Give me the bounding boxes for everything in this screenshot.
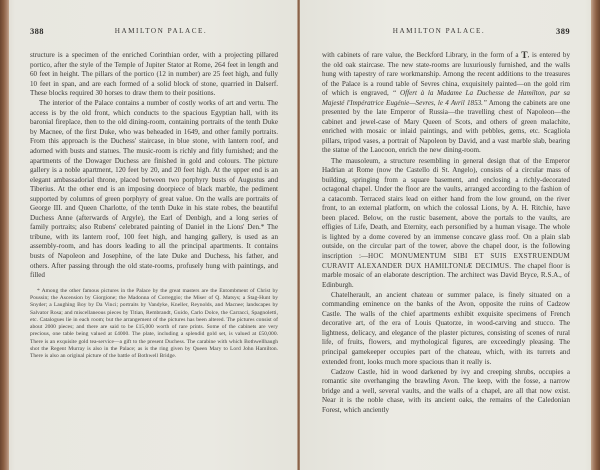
binding-edge-right xyxy=(591,0,600,470)
paragraph-mausoleum-part1: The mausoleum, a structure resembling in general design that of the Emperor Hadrian at Rome (now the Castello di St. Angelo), consists of a circular mass of building, springing from a square basement, and enclosing a richly-decorated octagonal chapel. Under the floor are the vaults, arranged according to the fashion of a catacomb. Terraced stairs lead on either hand from the low ground, on the river front, to an external platform, on which the colossal Lions, by A. H. Ritchie, have been placed. Below, on the rustic basement, above the portals to the vaults, are effigies of Life, Death, and Eternity, each personified by a human visage. The whole is lighted by a dome covered by an immense concave glass roof. On a plain slab outside, on the circular part of the tower, above the chapel door, is the following inscription :— xyxy=(322,156,570,260)
paragraph-mausoleum-part2: The chapel floor is marble mosaic of an elaborate description. The architect was David Bryce, R.S.A., of Edinburgh. xyxy=(322,261,570,289)
paragraph-structure: structure is a specimen of the enriched Corinthian order, with a projecting pillared portico, after the style of the Temple of Jupiter Stator at Rome, 264 feet in length and 60 feet in height. The pillars of the portico (12 in number) are 25 feet high, and fully 10 feet in span, and are each formed of a solid block of stone, quarried in Dalserf. These blocks required 30 horses to draw them to their positions. xyxy=(30,51,278,98)
paragraph-interior: The interior of the Palace contains a number of costly works of art and vertu. The access is by the old front, which conducts to the spacious Egyptian hall, with its baronial fireplace, then to the old dining-room, containing portraits of the tenth Duke by Macnee, of the first Duke, who was beheaded in 1649, and other family portraits. From this approach is the Duchess' staircase, in blue stone, with lantern roof, and adorned with busts and statues. The music-room is richly and fitly furnished; and the apartments of the Dowager Duchess are finished in gold and colours. The picture gallery is a noble apartment, 120 feet by 20, and 20 feet high. At the upper end is an elegant ambassadorial throne, placed between two porphyry busts of Augustus and Tiberius. At the other end is an imposing doorpiece of black marble, the pediment supported by columns of green porphyry of great value. On the walls are portraits of George III. and Queen Charlotte, of the tenth Duke in his state robes, the beautiful Duchess Anne (afterwards of Argyle), the Earl of Denbigh, and a long series of family portraits; also Rubens' celebrated painting of Daniel in the Lions' Den.* The tribune, with its lantern roof, 100 feet high, and hanging gallery, is used as an assembly-room, and has doors leading to all the principal apartments. It contains busts of Napoleon and Josephine, of the late Duke and Duchess, his father, and others. After passing through the old state-rooms, profusely hung with paintings, and filled xyxy=(30,99,278,280)
paragraph-cadzow-castle: Cadzow Castle, hid in wood darkened by ivy and creeping shrubs, occupies a romantic site overhanging the brawling Avon. The keep, with the fosse, a narrow bridge and a well, several vaults, and the walls of a chapel, are all that now exist. Near it is the noble chase, with its ancient oaks, the remains of the Caledonian Forest, which anciently xyxy=(322,367,570,414)
paragraph-cabinets xyxy=(322,51,570,156)
page-number-right: 389 xyxy=(556,26,570,36)
page-header-right xyxy=(322,26,570,42)
paragraph-chatelherault: Chatelherault, an ancient chateau or summer palace, is finely situated on a commanding eminence on the banks of the Avon, opposite the ruins of Cadzow Castle. The walls of the chief apartments exhibit exquisite specimens of French decorative art, of the era of Louis Quatorze, in wood-carving and stucco. The lightness, delicacy, and elegance of the plaster pictures, consisting of scenes of rural life, of fruits, flowers, and mythological figures, are exceedingly pleasing. The principal gamekeeper occupies part of the chateau, which, with its turrets and extended front, looks much more spacious than it really is. xyxy=(322,290,570,366)
paragraph-mausoleum xyxy=(322,157,570,291)
running-head-left: HAMILTON PALACE. xyxy=(114,27,208,35)
binding-edge-left xyxy=(0,0,9,470)
paragraph-cabinets-part1: with cabinets of rare value, the Beckford Library, in the form of a xyxy=(322,51,522,59)
page-header-left xyxy=(30,26,278,42)
paragraph-cabinets-part2: , is entered by the old oak staircase. The new state-rooms are luxuriously furnished, and the walls hung with tapestry of rare workmanship. Among the recent additions to the treasures of the Palace is a round table of Sevres china, exquisitely painted—on the gold rim of which is engraved, xyxy=(322,51,571,98)
footnote-block xyxy=(30,286,278,361)
running-head-right: HAMILTON PALACE. xyxy=(392,27,486,35)
page-number-left: 388 xyxy=(30,26,44,36)
center-gutter xyxy=(297,0,300,470)
paragraph-cabinets-part3: Among the cabinets are one presented by the late Emperor of Russia—the travelling chest of Napoleon—the cabinet and jewel-case of Mary Queen of Scots, and others of green malachite, enriched with mosaic or inlaid paintings, and with pebbles, gems, etc. Scagliola pillars, tripod vases, a portrait of Napoleon by David, and a vast marble slab, bearing the statue of the Laocoon, enrich the new dining-room. xyxy=(322,98,570,155)
page-right xyxy=(300,0,600,470)
big-letter-t: T xyxy=(521,51,528,61)
mausoleum-latin-inscription: HOC MONUMENTUM SIBI ET SUIS EXSTRUENDUM CURAVIT ALEXANDER DUX HAMILTONIÆ DECIMUS. xyxy=(322,251,570,270)
footnote-text: * Among the other famous pictures in the Palace by the great masters are the Entombment of Christ by Poussin; the Ascension by Giorgione; the Madonna of Correggio; the Miser of Q. Matsys; a Stag-Hunt by Snyder; a Laughing Boy by Da Vinci; portraits by Vandyke, Kneller, Reynolds, and Macnee; landscapes by Salvator Rosa; and miscellaneous pieces by Titian, Rembrandt, Guido, Carlo Dolce, the Carracci, Spagnoletti, etc. Catalogues lie in each room; but the arrangement of the pictures has been altered. The pictures consist of about 2000 pieces; and there are said to be £15,000 worth of rare prints. Some of the cabinets are very precious, one table being valued at £4000. The plate, including a splendid gold set, is valued at £50,000. There is an exquisite gold tea-service—a gift to the present Duchess. The carabine with which Bothwellhaugh shot the Regent Murray is also in the Palace; as is the ring given by Queen Mary to Lord John Hamilton. There is also an original picture of the battle of Bothwell Bridge. xyxy=(30,287,278,360)
sevres-french-inscription: “ Offert à la Madame La Duchesse de Hamilton, par sa Majesté l'Impératrice Eugénie—Sevres, le 4 Avril 1853.” xyxy=(322,89,570,107)
